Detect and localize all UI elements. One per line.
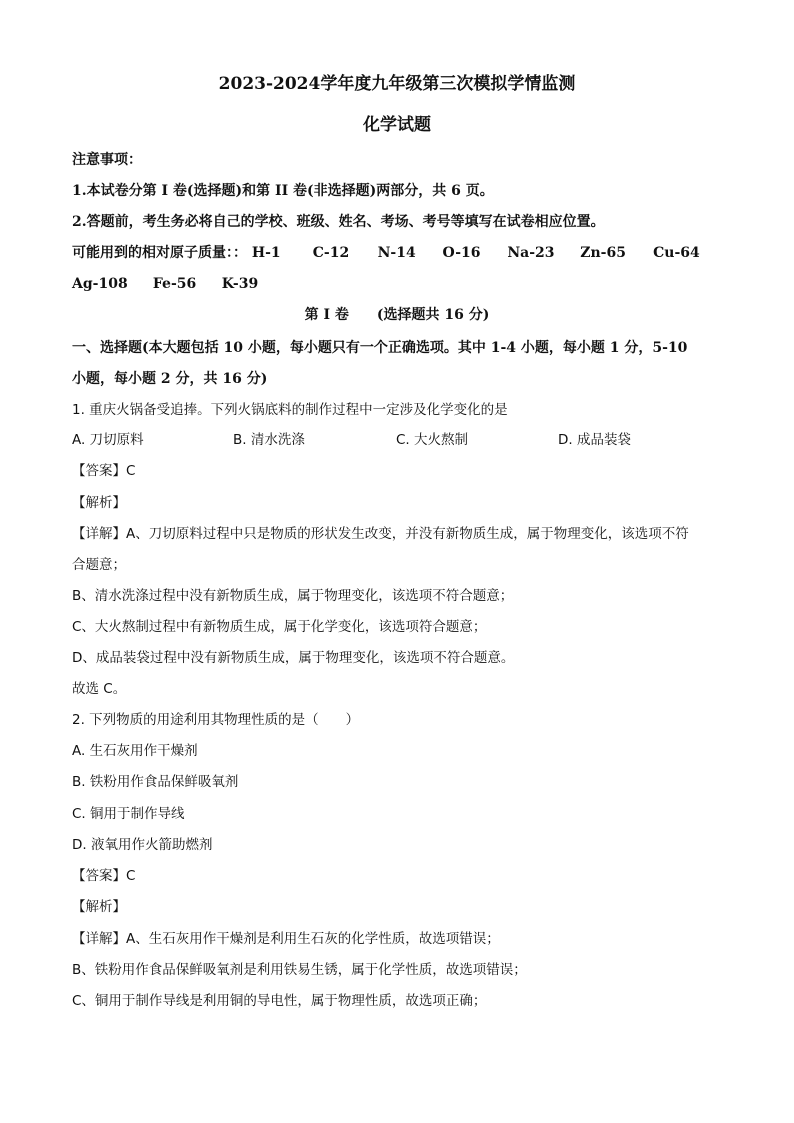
question-1-answer: 【答案】C bbox=[72, 463, 136, 479]
question-1-option-c: C. 大火熬制 bbox=[396, 432, 469, 448]
question-1-detail-line-1: 【详解】A、刀切原料过程中只是物质的形状发生改变，并没有新物质生成，属于物理变化，该选项不符 bbox=[72, 526, 689, 542]
question-2-option-c: C. 铜用于制作导线 bbox=[72, 806, 185, 822]
question-2-detail-c: C、铜用于制作导线是利用铜的导电性，属于物理性质，故选项正确； bbox=[72, 993, 487, 1009]
atomic-mass: N-14 bbox=[377, 245, 416, 261]
section-header: 第 I 卷 (选择题共 16 分) bbox=[304, 307, 490, 323]
notes-item-2: 2.答题前，考生务必将自己的学校、班级、姓名、考场、考号等填写在试卷相应位置。 bbox=[72, 214, 605, 230]
question-2-option-a: A. 生石灰用作干燥剂 bbox=[72, 743, 198, 759]
question-1-detail-d: D、成品装袋过程中没有新物质生成，属于物理变化，该选项不符合题意。 bbox=[72, 650, 515, 666]
question-2-stem: 2. 下列物质的用途利用其物理性质的是（ ） bbox=[72, 712, 360, 728]
atomic-mass: Fe-56 bbox=[152, 276, 197, 292]
question-1-option-d: D. 成品装袋 bbox=[558, 432, 631, 448]
question-1-detail-line-2: 合题意； bbox=[72, 557, 126, 573]
section-intro-line-2: 小题，每小题 2 分，共 16 分) bbox=[72, 371, 268, 387]
notes-item-1: 1.本试卷分第 I 卷(选择题)和第 II 卷(非选择题)两部分，共 6 页。 bbox=[72, 183, 494, 199]
question-2-option-d: D. 液氧用作火箭助燃剂 bbox=[72, 837, 213, 853]
atomic-mass: C-12 bbox=[312, 245, 350, 261]
atomic-mass: Ag-108 bbox=[72, 276, 128, 292]
exam-subtitle: 化学试题 bbox=[363, 115, 431, 135]
atomic-mass: O-16 bbox=[442, 245, 481, 261]
question-1-option-b: B. 清水洗涤 bbox=[233, 432, 305, 448]
section-intro-line-1: 一、选择题(本大题包括 10 小题，每小题只有一个正确选项。其中 1-4 小题，每小题 1 分，5-10 bbox=[72, 340, 688, 356]
atomic-mass: K-39 bbox=[221, 276, 259, 292]
question-2-detail-b: B、铁粉用作食品保鲜吸氧剂是利用铁易生锈，属于化学性质，故选项错误； bbox=[72, 962, 527, 978]
question-2-analysis-tag: 【解析】 bbox=[72, 899, 126, 915]
atomic-masses-row-2 bbox=[72, 274, 258, 294]
question-1-detail-c: C、大火熬制过程中有新物质生成，属于化学变化，该选项符合题意； bbox=[72, 619, 487, 635]
question-1-stem: 1. 重庆火锅备受追捧。下列火锅底料的制作过程中一定涉及化学变化的是 bbox=[72, 402, 508, 418]
question-2-detail-a: 【详解】A、生石灰用作干燥剂是利用生石灰的化学性质，故选项错误； bbox=[72, 931, 500, 947]
atomic-mass: Zn-65 bbox=[580, 245, 626, 261]
question-1-conclusion: 故选 C。 bbox=[72, 681, 127, 697]
question-1-option-a: A. 刀切原料 bbox=[72, 432, 144, 448]
notes-heading: 注意事项： bbox=[72, 152, 142, 168]
exam-title: 2023-2024学年度九年级第三次模拟学情监测 bbox=[218, 74, 576, 94]
atomic-masses-label: 可能用到的相对原子质量：： bbox=[72, 245, 247, 261]
atomic-masses-row-1 bbox=[72, 243, 700, 263]
question-2-option-b: B. 铁粉用作食品保鲜吸氧剂 bbox=[72, 774, 239, 790]
atomic-mass: H-1 bbox=[251, 245, 281, 261]
atomic-mass: Na-23 bbox=[507, 245, 555, 261]
question-1-analysis-tag: 【解析】 bbox=[72, 495, 126, 511]
atomic-mass: Cu-64 bbox=[653, 245, 700, 261]
question-1-detail-b: B、清水洗涤过程中没有新物质生成，属于物理变化，该选项不符合题意； bbox=[72, 588, 514, 604]
question-2-answer: 【答案】C bbox=[72, 868, 136, 884]
